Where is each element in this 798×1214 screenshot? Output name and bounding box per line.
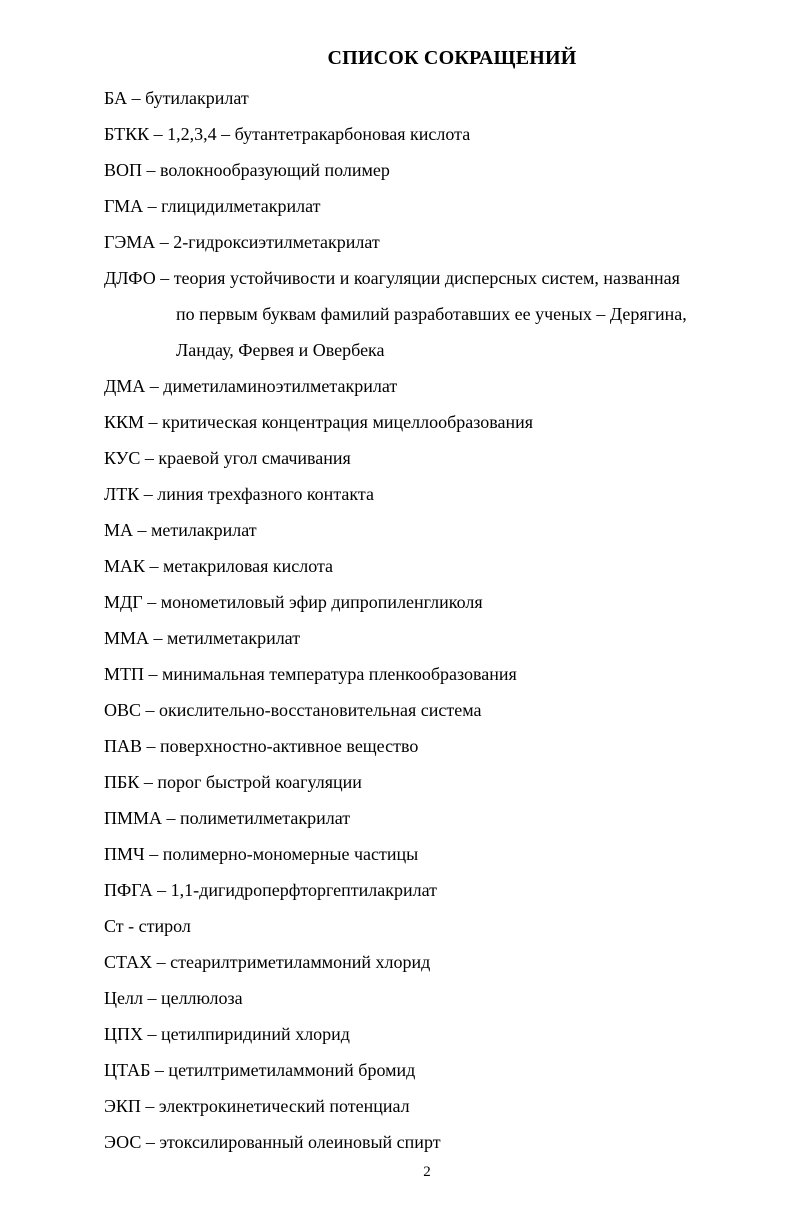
list-item: ЦТАБ – цетилтриметиламмоний бромид (104, 1060, 416, 1080)
list-item: МАК – метакриловая кислота (104, 556, 334, 576)
list-item: ПФГА – 1,1-дигидроперфторгептилакрилат (104, 880, 438, 900)
list-item: КУС – краевой угол смачивания (104, 448, 351, 468)
page-title: СПИСОК СОКРАЩЕНИЙ (327, 47, 577, 69)
list-item: ККМ – критическая концентрация мицеллообразования (104, 412, 534, 432)
list-item: СТАХ – стеарилтриметиламмоний хлорид (104, 952, 431, 972)
list-item: ЦПХ – цетилпиридиний хлорид (104, 1024, 350, 1044)
list-item: Целл – целлюлоза (104, 988, 243, 1008)
dlfo-line-2: по первым буквам фамилий разработавших ее ученых – Дерягина, (176, 304, 687, 324)
list-item: ПММА – полиметилметакрилат (104, 808, 351, 828)
list-item: ММА – метилметакрилат (104, 628, 301, 648)
list-item: МА – метилакрилат (104, 520, 257, 540)
list-item: Ст - стирол (104, 916, 191, 936)
list-item: БА – бутилакрилат (104, 88, 249, 108)
abbreviation-list (104, 80, 744, 1160)
list-item: ЭКП – электрокинетический потенциал (104, 1096, 410, 1116)
dlfo-line-1: ДЛФО – теория устойчивости и коагуляции дисперсных систем, названная (104, 268, 680, 288)
list-item: ПАВ – поверхностно-активное вещество (104, 736, 419, 756)
list-item: ЛТК – линия трехфазного контакта (104, 484, 374, 504)
list-item: ОВС – окислительно-восстановительная система (104, 700, 482, 720)
list-item: БТКК – 1,2,3,4 – бутантетракарбоновая кислота (104, 124, 471, 144)
page-number: 2 (423, 1164, 431, 1180)
list-item: ГМА – глицидилметакрилат (104, 196, 321, 216)
list-item: ДМА – диметиламиноэтилметакрилат (104, 376, 398, 396)
dlfo-line-3: Ландау, Фервея и Овербека (176, 340, 385, 360)
list-item: МДГ – монометиловый эфир дипропиленгликоля (104, 592, 483, 612)
list-item: МТП – минимальная температура пленкообразования (104, 664, 517, 684)
list-item-dlfo (104, 260, 744, 368)
list-item: ПБК – порог быстрой коагуляции (104, 772, 362, 792)
list-item: ПМЧ – полимерно-мономерные частицы (104, 844, 419, 864)
list-item: ЭОС – этоксилированный олеиновый спирт (104, 1132, 441, 1152)
list-item: ГЭМА – 2-гидроксиэтилметакрилат (104, 232, 380, 252)
list-item: ВОП – волокнообразующий полимер (104, 160, 390, 180)
